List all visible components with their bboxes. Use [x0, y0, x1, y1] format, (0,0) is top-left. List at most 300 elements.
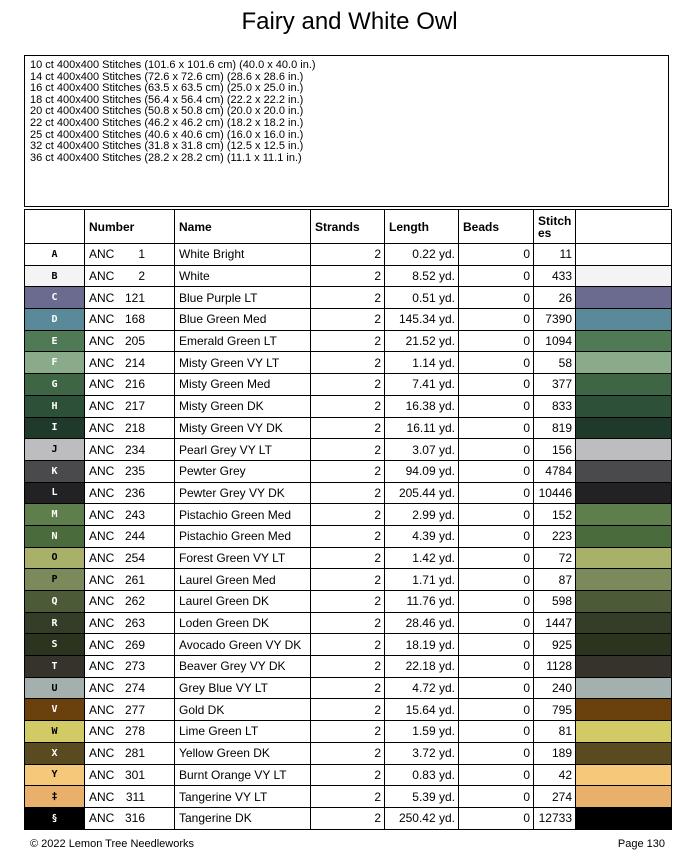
strands-cell: 2 [311, 721, 385, 743]
name-cell: Pewter Grey VY DK [175, 482, 311, 504]
stitches-cell: 1128 [534, 656, 576, 678]
brand-code: ANC [89, 420, 115, 435]
beads-cell: 0 [459, 482, 534, 504]
stitches-cell: 11 [534, 244, 576, 266]
strands-cell: 2 [311, 374, 385, 396]
floss-number: 254 [124, 550, 145, 565]
floss-number: 316 [124, 811, 145, 826]
strands-cell: 2 [311, 504, 385, 526]
table-row [25, 330, 672, 352]
length-cell: 250.42 yd. [385, 807, 459, 829]
name-cell: Blue Purple LT [175, 287, 311, 309]
table-row [25, 569, 672, 591]
stitches-cell: 10446 [534, 482, 576, 504]
symbol-cell: U [25, 677, 85, 699]
strands-cell: 2 [311, 352, 385, 374]
symbol-cell: V [25, 699, 85, 721]
stitches-cell: 1094 [534, 330, 576, 352]
strands-cell: 2 [311, 742, 385, 764]
brand-code: ANC [89, 355, 115, 370]
stitches-cell: 819 [534, 417, 576, 439]
name-cell: Gold DK [175, 699, 311, 721]
floss-number: 244 [124, 529, 145, 544]
symbol-cell: B [25, 265, 85, 287]
table-row [25, 742, 672, 764]
strands-cell: 2 [311, 309, 385, 331]
number-cell [85, 634, 175, 656]
fabric-size-line: 16 ct 400x400 Stitches (63.5 x 63.5 cm) (25.0 x 25.0 in.) [30, 82, 304, 95]
strands-cell: 2 [311, 612, 385, 634]
color-swatch [576, 569, 672, 591]
brand-code: ANC [89, 746, 115, 761]
stitches-cell: 925 [534, 634, 576, 656]
stitches-cell: 81 [534, 721, 576, 743]
page-title: Fairy and White Owl [241, 8, 458, 35]
strands-cell: 2 [311, 764, 385, 786]
brand-code: ANC [89, 659, 115, 674]
number-cell [85, 547, 175, 569]
beads-cell: 0 [459, 721, 534, 743]
copyright-text: © 2022 Lemon Tree Needleworks [30, 838, 195, 850]
beads-cell: 0 [459, 244, 534, 266]
table-row [25, 374, 672, 396]
stitches-cell: 72 [534, 547, 576, 569]
table-row [25, 699, 672, 721]
number-cell [85, 460, 175, 482]
length-cell: 3.07 yd. [385, 439, 459, 461]
name-cell: Tangerine DK [175, 807, 311, 829]
number-cell [85, 395, 175, 417]
symbol-header [25, 210, 85, 244]
color-swatch [576, 699, 672, 721]
strands-cell: 2 [311, 634, 385, 656]
table-row [25, 287, 672, 309]
color-swatch [576, 742, 672, 764]
fabric-sizes-box [24, 55, 669, 207]
floss-number: 261 [124, 572, 145, 587]
length-cell: 1.14 yd. [385, 352, 459, 374]
table-row [25, 612, 672, 634]
symbol-cell: D [25, 309, 85, 331]
floss-number: 273 [124, 659, 145, 674]
symbol-cell: H [25, 395, 85, 417]
name-cell: Misty Green Med [175, 374, 311, 396]
brand-code: ANC [89, 594, 115, 609]
beads-cell: 0 [459, 309, 534, 331]
table-row [25, 504, 672, 526]
brand-code: ANC [89, 334, 115, 349]
strands-cell: 2 [311, 330, 385, 352]
color-swatch [576, 460, 672, 482]
name-cell: White [175, 265, 311, 287]
brand-code: ANC [89, 681, 115, 696]
brand-code: ANC [89, 485, 115, 500]
beads-cell: 0 [459, 612, 534, 634]
number-cell [85, 482, 175, 504]
color-swatch [576, 525, 672, 547]
length-cell: 16.38 yd. [385, 395, 459, 417]
color-swatch [576, 634, 672, 656]
brand-code: ANC [89, 637, 115, 652]
strands-cell: 2 [311, 591, 385, 613]
table-row [25, 525, 672, 547]
length-cell: 2.99 yd. [385, 504, 459, 526]
brand-code: ANC [89, 290, 115, 305]
color-swatch [576, 374, 672, 396]
color-swatch [576, 244, 672, 266]
number-cell [85, 699, 175, 721]
stitches-cell: 152 [534, 504, 576, 526]
beads-cell: 0 [459, 265, 534, 287]
number-cell [85, 677, 175, 699]
name-header: Name [175, 210, 311, 244]
name-cell: Loden Green DK [175, 612, 311, 634]
name-cell: Blue Green Med [175, 309, 311, 331]
name-cell: Misty Green VY LT [175, 352, 311, 374]
strands-cell: 2 [311, 547, 385, 569]
table-row [25, 547, 672, 569]
beads-cell: 0 [459, 677, 534, 699]
strands-cell: 2 [311, 395, 385, 417]
stitches-cell: 7390 [534, 309, 576, 331]
floss-number: 269 [124, 637, 145, 652]
floss-number: 1 [138, 247, 145, 262]
brand-code: ANC [89, 464, 115, 479]
name-cell: Grey Blue VY LT [175, 677, 311, 699]
symbol-cell: R [25, 612, 85, 634]
stitches-cell: 4784 [534, 460, 576, 482]
color-swatch [576, 807, 672, 829]
brand-code: ANC [89, 529, 115, 544]
name-cell: Tangerine VY LT [175, 786, 311, 808]
name-cell: Pistachio Green Med [175, 504, 311, 526]
floss-number: 263 [124, 616, 145, 631]
table-row [25, 352, 672, 374]
brand-code: ANC [89, 507, 115, 522]
strands-cell: 2 [311, 482, 385, 504]
symbol-cell: § [25, 807, 85, 829]
table-row [25, 439, 672, 461]
beads-cell: 0 [459, 460, 534, 482]
stitches-cell: 274 [534, 786, 576, 808]
beads-cell: 0 [459, 786, 534, 808]
floss-number: 217 [124, 399, 145, 414]
stitches-cell: 42 [534, 764, 576, 786]
color-swatch [576, 482, 672, 504]
stitches-cell: 189 [534, 742, 576, 764]
brand-code: ANC [89, 312, 115, 327]
symbol-cell: ‡ [25, 786, 85, 808]
floss-number: 301 [124, 767, 145, 782]
length-cell: 1.59 yd. [385, 721, 459, 743]
number-cell [85, 287, 175, 309]
strands-cell: 2 [311, 460, 385, 482]
stitches-cell: 12733 [534, 807, 576, 829]
beads-cell: 0 [459, 699, 534, 721]
beads-cell: 0 [459, 352, 534, 374]
symbol-cell: M [25, 504, 85, 526]
strands-cell: 2 [311, 569, 385, 591]
length-cell: 0.51 yd. [385, 287, 459, 309]
floss-number: 218 [124, 420, 145, 435]
fabric-size-line: 32 ct 400x400 Stitches (31.8 x 31.8 cm) (12.5 x 12.5 in.) [30, 140, 304, 153]
color-swatch [576, 309, 672, 331]
color-swatch [576, 677, 672, 699]
symbol-cell: L [25, 482, 85, 504]
strands-cell: 2 [311, 265, 385, 287]
number-cell [85, 786, 175, 808]
fabric-size-line: 22 ct 400x400 Stitches (46.2 x 46.2 cm) (18.2 x 18.2 in.) [30, 116, 304, 129]
number-cell [85, 656, 175, 678]
brand-code: ANC [89, 377, 115, 392]
floss-number: 235 [124, 464, 145, 479]
name-cell: Laurel Green DK [175, 591, 311, 613]
number-cell [85, 504, 175, 526]
strands-cell: 2 [311, 807, 385, 829]
length-cell: 8.52 yd. [385, 265, 459, 287]
floss-number: 214 [124, 355, 145, 370]
beads-cell: 0 [459, 742, 534, 764]
table-row [25, 482, 672, 504]
beads-cell: 0 [459, 395, 534, 417]
color-swatch [576, 439, 672, 461]
beads-cell: 0 [459, 504, 534, 526]
color-swatch [576, 395, 672, 417]
floss-number: 216 [124, 377, 145, 392]
symbol-cell: N [25, 525, 85, 547]
table-header-row [25, 210, 672, 244]
name-cell: Pistachio Green Med [175, 525, 311, 547]
floss-number: 274 [124, 681, 145, 696]
symbol-cell: T [25, 656, 85, 678]
number-cell [85, 807, 175, 829]
length-cell: 22.18 yd. [385, 656, 459, 678]
floss-key-table [24, 209, 672, 830]
length-cell: 205.44 yd. [385, 482, 459, 504]
strands-cell: 2 [311, 699, 385, 721]
symbol-cell: Y [25, 764, 85, 786]
stitches-cell: 598 [534, 591, 576, 613]
symbol-cell: K [25, 460, 85, 482]
table-row [25, 265, 672, 287]
beads-cell: 0 [459, 591, 534, 613]
beads-cell: 0 [459, 374, 534, 396]
table-row [25, 460, 672, 482]
floss-number: 234 [124, 442, 145, 457]
brand-code: ANC [89, 616, 115, 631]
number-cell [85, 352, 175, 374]
name-cell: Emerald Green LT [175, 330, 311, 352]
number-cell [85, 569, 175, 591]
stitches-cell: 433 [534, 265, 576, 287]
length-cell: 15.64 yd. [385, 699, 459, 721]
symbol-cell: O [25, 547, 85, 569]
fabric-size-line: 36 ct 400x400 Stitches (28.2 x 28.2 cm) (11.1 x 11.1 in.) [30, 151, 302, 164]
color-swatch [576, 764, 672, 786]
floss-number: 277 [124, 702, 145, 717]
fabric-size-line: 18 ct 400x400 Stitches (56.4 x 56.4 cm) (22.2 x 22.2 in.) [30, 93, 304, 106]
beads-cell: 0 [459, 525, 534, 547]
name-cell: Lime Green LT [175, 721, 311, 743]
name-cell: White Bright [175, 244, 311, 266]
strands-cell: 2 [311, 786, 385, 808]
length-cell: 21.52 yd. [385, 330, 459, 352]
number-cell [85, 330, 175, 352]
color-swatch [576, 656, 672, 678]
name-cell: Forest Green VY LT [175, 547, 311, 569]
stitches-cell: 795 [534, 699, 576, 721]
number-cell [85, 764, 175, 786]
color-swatch [576, 591, 672, 613]
stitches-cell: 1447 [534, 612, 576, 634]
brand-code: ANC [89, 572, 115, 587]
beads-cell: 0 [459, 634, 534, 656]
length-cell: 11.76 yd. [385, 591, 459, 613]
brand-code: ANC [89, 399, 115, 414]
name-cell: Misty Green DK [175, 395, 311, 417]
floss-number: 236 [124, 485, 145, 500]
name-cell: Burnt Orange VY LT [175, 764, 311, 786]
strands-cell: 2 [311, 525, 385, 547]
symbol-cell: I [25, 417, 85, 439]
number-cell [85, 244, 175, 266]
length-cell: 7.41 yd. [385, 374, 459, 396]
length-cell: 5.39 yd. [385, 786, 459, 808]
fabric-size-line: 10 ct 400x400 Stitches (101.6 x 101.6 cm) (40.0 x 40.0 in.) [30, 59, 316, 71]
strands-cell: 2 [311, 287, 385, 309]
stitches-cell: 223 [534, 525, 576, 547]
length-cell: 94.09 yd. [385, 460, 459, 482]
table-row [25, 634, 672, 656]
table-row [25, 309, 672, 331]
floss-number: 168 [124, 312, 145, 327]
table-row [25, 677, 672, 699]
number-header: Number [85, 210, 175, 244]
strands-header: Strands [311, 210, 385, 244]
strands-cell: 2 [311, 439, 385, 461]
symbol-cell: F [25, 352, 85, 374]
beads-cell: 0 [459, 807, 534, 829]
symbol-cell: W [25, 721, 85, 743]
number-cell [85, 439, 175, 461]
name-cell: Pearl Grey VY LT [175, 439, 311, 461]
color-swatch [576, 330, 672, 352]
beads-cell: 0 [459, 439, 534, 461]
color-swatch [576, 287, 672, 309]
brand-code: ANC [89, 550, 115, 565]
beads-cell: 0 [459, 764, 534, 786]
stitches-cell: 156 [534, 439, 576, 461]
number-cell [85, 374, 175, 396]
symbol-cell: Q [25, 591, 85, 613]
stitches-header: Stitch es [534, 210, 576, 244]
floss-number: 278 [124, 724, 145, 739]
length-cell: 4.39 yd. [385, 525, 459, 547]
number-cell [85, 742, 175, 764]
color-swatch [576, 612, 672, 634]
brand-code: ANC [89, 442, 115, 457]
stitches-cell: 26 [534, 287, 576, 309]
length-cell: 16.11 yd. [385, 417, 459, 439]
color-swatch [576, 265, 672, 287]
stitches-cell: 58 [534, 352, 576, 374]
stitches-cell: 833 [534, 395, 576, 417]
length-cell: 0.83 yd. [385, 764, 459, 786]
color-swatch [576, 352, 672, 374]
length-cell: 4.72 yd. [385, 677, 459, 699]
length-cell: 145.34 yd. [385, 309, 459, 331]
fabric-size-line: 25 ct 400x400 Stitches (40.6 x 40.6 cm) (16.0 x 16.0 in.) [30, 128, 304, 141]
color-swatch [576, 786, 672, 808]
number-cell [85, 265, 175, 287]
number-cell [85, 309, 175, 331]
number-cell [85, 525, 175, 547]
beads-header: Beads [459, 210, 534, 244]
table-row [25, 807, 672, 829]
brand-code: ANC [89, 269, 115, 284]
length-cell: 1.42 yd. [385, 547, 459, 569]
symbol-cell: S [25, 634, 85, 656]
floss-number: 281 [124, 746, 145, 761]
table-row [25, 417, 672, 439]
strands-cell: 2 [311, 656, 385, 678]
table-row [25, 395, 672, 417]
stitches-cell: 87 [534, 569, 576, 591]
swatch-header [576, 210, 672, 244]
beads-cell: 0 [459, 656, 534, 678]
strands-cell: 2 [311, 244, 385, 266]
name-cell: Yellow Green DK [175, 742, 311, 764]
brand-code: ANC [89, 811, 115, 826]
name-cell: Laurel Green Med [175, 569, 311, 591]
beads-cell: 0 [459, 417, 534, 439]
symbol-cell: P [25, 569, 85, 591]
floss-number: 243 [124, 507, 145, 522]
floss-number: 205 [124, 334, 145, 349]
brand-code: ANC [89, 724, 115, 739]
symbol-cell: X [25, 742, 85, 764]
page-number: Page 130 [617, 838, 665, 850]
length-cell: 3.72 yd. [385, 742, 459, 764]
fabric-size-line: 20 ct 400x400 Stitches (50.8 x 50.8 cm) (20.0 x 20.0 in.) [30, 105, 304, 118]
strands-cell: 2 [311, 677, 385, 699]
brand-code: ANC [89, 767, 115, 782]
symbol-cell: J [25, 439, 85, 461]
beads-cell: 0 [459, 287, 534, 309]
length-cell: 18.19 yd. [385, 634, 459, 656]
floss-number: 262 [124, 594, 145, 609]
table-row [25, 764, 672, 786]
brand-code: ANC [89, 789, 115, 804]
name-cell: Misty Green VY DK [175, 417, 311, 439]
symbol-cell: A [25, 244, 85, 266]
symbol-cell: C [25, 287, 85, 309]
name-cell: Avocado Green VY DK [175, 634, 311, 656]
table-row [25, 656, 672, 678]
length-cell: 1.71 yd. [385, 569, 459, 591]
beads-cell: 0 [459, 569, 534, 591]
strands-cell: 2 [311, 417, 385, 439]
color-swatch [576, 504, 672, 526]
number-cell [85, 721, 175, 743]
color-swatch [576, 547, 672, 569]
table-row [25, 786, 672, 808]
stitches-cell: 377 [534, 374, 576, 396]
number-cell [85, 591, 175, 613]
stitches-cell: 240 [534, 677, 576, 699]
number-cell [85, 612, 175, 634]
floss-number: 121 [124, 290, 145, 305]
